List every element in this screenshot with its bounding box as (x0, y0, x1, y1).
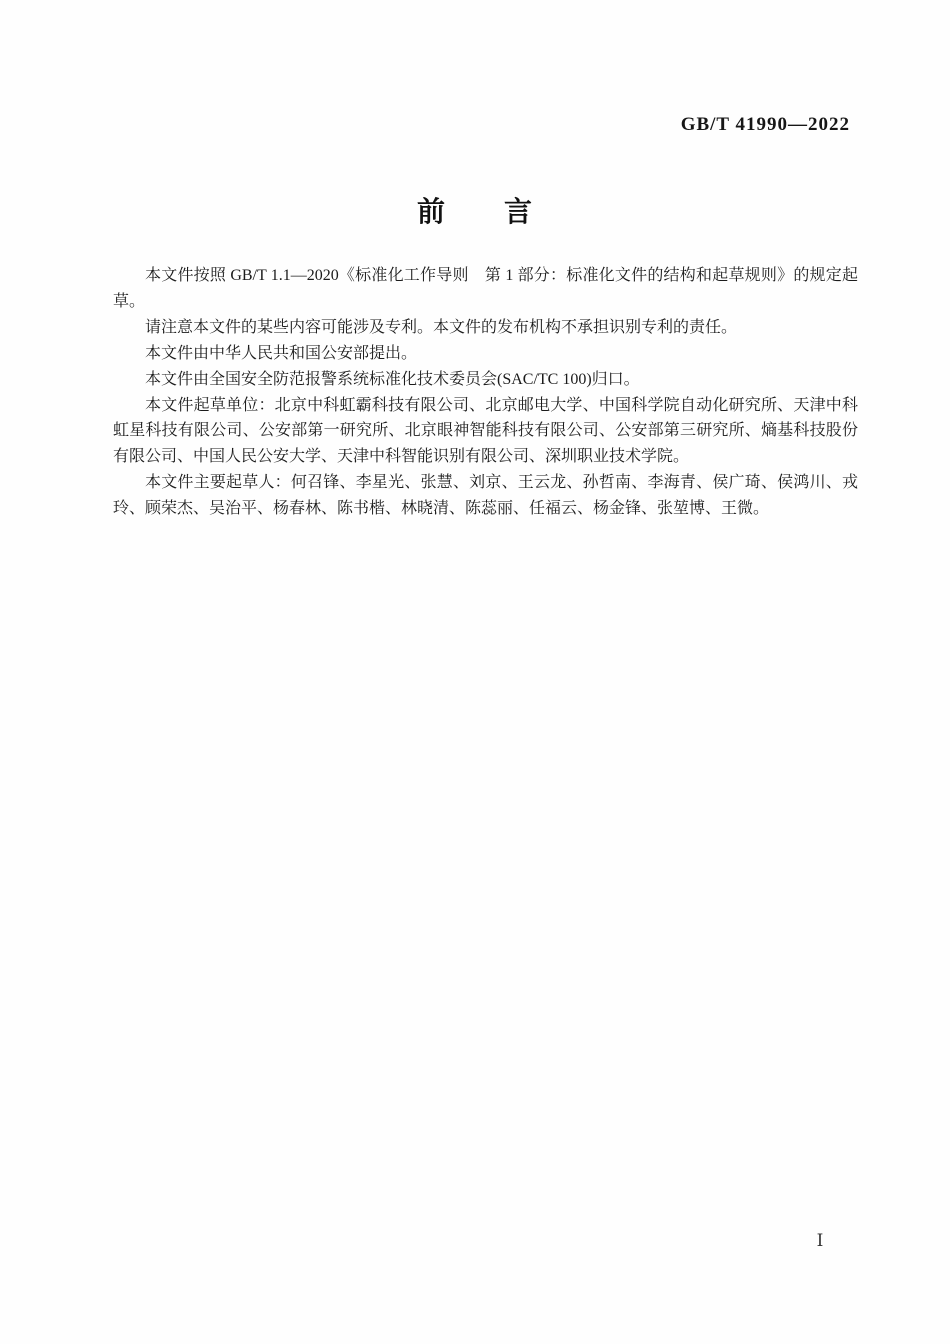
foreword-body (113, 263, 858, 522)
foreword-paragraph-committee: 本文件由全国安全防范报警系统标准化技术委员会(SAC/TC 100)归口。 (145, 370, 640, 388)
foreword-paragraph-drafting-rules: 本文件按照 GB/T 1.1—2020《标准化工作导则 第 1 部分：标准化文件的结构和起草规则》的规定起草。 (113, 267, 858, 310)
foreword-paragraph-proposer: 本文件由中华人民共和国公安部提出。 (145, 344, 418, 362)
standard-code: GB/T 41990—2022 (680, 114, 850, 135)
foreword-paragraph-main-drafters: 本文件主要起草人：何召锋、李星光、张慧、刘京、王云龙、孙哲南、李海青、侯广琦、侯鸿川、戎玲、顾荣杰、吴治平、杨春林、陈书楷、林晓清、陈蕊丽、任福云、杨金锋、张堃博、王微。 (113, 474, 858, 518)
foreword-paragraph-patent-notice: 请注意本文件的某些内容可能涉及专利。本文件的发布机构不承担识别专利的责任。 (145, 318, 738, 336)
page-number: Ⅰ (816, 1231, 824, 1250)
page-title: 前 言 (416, 196, 533, 227)
foreword-paragraph-drafting-organizations: 本文件起草单位：北京中科虹霸科技有限公司、北京邮电大学、中国科学院自动化研究所、天津中科虹星科技有限公司、公安部第一研究所、北京眼神智能科技有限公司、公安部第三研究所、熵基科技股份有限公司、中国人民公安大学、天津中科智能识别有限公司、深圳职业技术学院。 (113, 396, 858, 466)
